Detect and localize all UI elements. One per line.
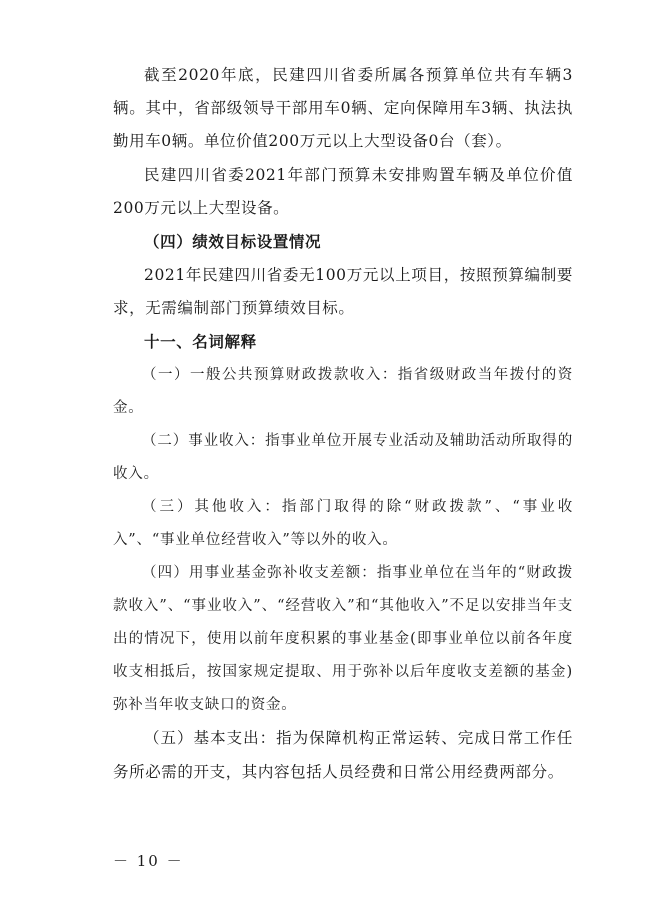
term-other-income: （三）其他收入：指部门取得的除“财政拨款”、“事业收入”、“事业单位经营收入”等以外的收入。 [113,499,573,549]
term-business-fund-offset: （四）用事业基金弥补收支差额：指事业单位在当年的“财政拨款收入”、“事业收入”、“经营收入”和“其他收入”不足以安排当年支出的情况下，使用以前年度积累的事业基金(即事业单位以前各年度收支相抵后，按国家规定提取、用于弥补以后年度收支差额的基金)弥补当年收支缺口的资金。 [113,565,573,714]
chapter11-heading: 十一、名词解释 [144,332,257,352]
section4-body: 2021年民建四川省委无100万元以上项目，按照预算编制要求，无需编制部门预算绩效目标。 [113,266,573,318]
paragraph-purchase-plan: 民建四川省委2021年部门预算未安排购置车辆及单位价值200万元以上大型设备。 [113,165,573,217]
term-general-budget-income: （一）一般公共预算财政拨款收入：指省级财政当年拨付的资金。 [113,367,573,417]
page-number: － 10 － [113,852,184,870]
section4-heading: （四）绩效目标设置情况 [144,232,322,252]
term-business-income: （二）事业收入：指事业单位开展专业活动及辅助活动所取得的收入。 [113,433,573,483]
document-body [113,59,573,789]
paragraph-vehicles: 截至2020年底，民建四川省委所属各预算单位共有车辆3辆。其中，省部级领导干部用车0辆、定向保障用车3辆、执法执勤用车0辆。单位价值200万元以上大型设备0台（套）。 [113,66,573,151]
term-basic-expenditure: （五）基本支出：指为保障机构正常运转、完成日常工作任务所必需的开支，其内容包括人员经费和日常公用经费两部分。 [113,729,573,781]
